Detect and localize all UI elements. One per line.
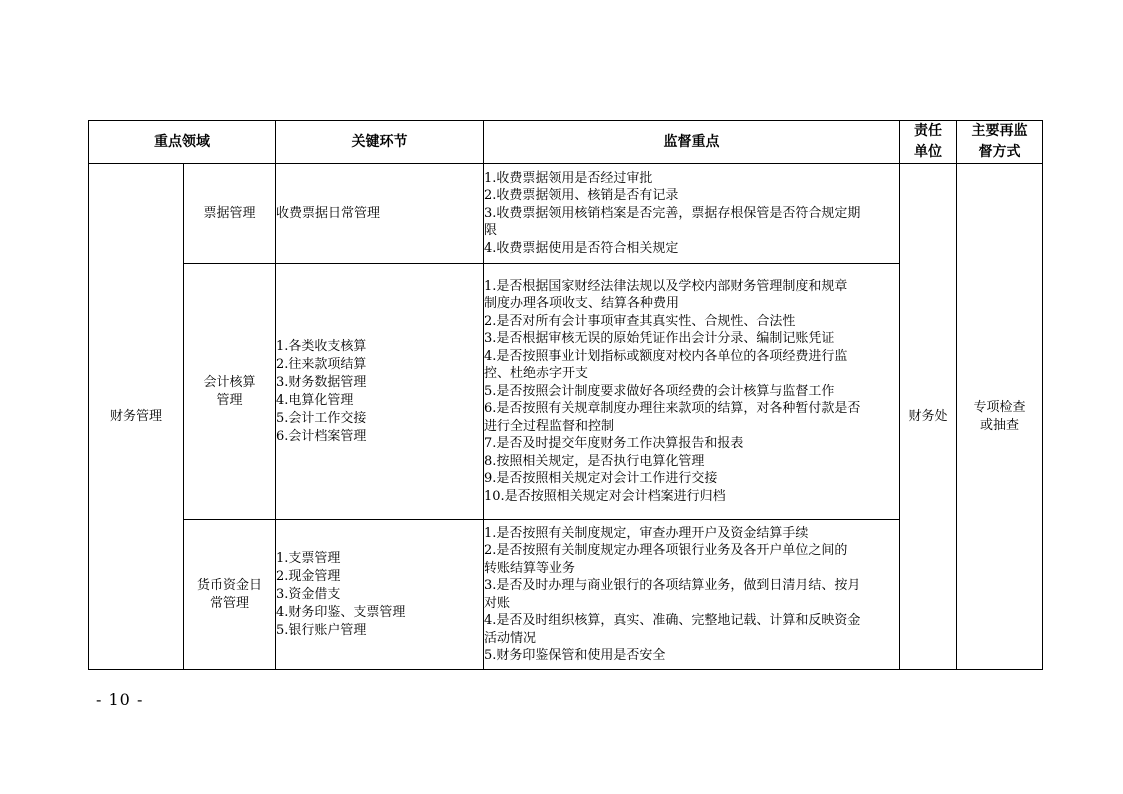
method-cell: 专项检查或抽查 [957, 164, 1043, 670]
key-link-cell [276, 264, 484, 520]
table-row [89, 520, 1043, 670]
page-number: - 10 - [96, 690, 144, 709]
focus-item: 3.收费票据领用核销档案是否完善，票据存根保管是否符合规定期 [484, 205, 861, 221]
key-link-item: 4.财务印鉴、支票管理 [276, 604, 406, 620]
focus-item: 9.是否按照相关规定对会计工作进行交接 [484, 471, 718, 487]
key-link-cell [276, 164, 484, 264]
key-link-item: 1.各类收支核算 [276, 338, 367, 354]
focus-item: 8.按照相关规定，是否执行电算化管理 [484, 453, 705, 469]
header-focus: 监督重点 [484, 121, 900, 164]
key-link-item: 3.财务数据管理 [276, 374, 367, 390]
header-row [89, 121, 1043, 164]
focus-item: 转账结算等业务 [484, 560, 576, 576]
header-area: 重点领域 [89, 121, 276, 164]
focus-item: 1.是否按照有关制度规定，审查办理开户及资金结算手续 [484, 525, 809, 541]
focus-item: 控、杜绝赤字开支 [484, 366, 589, 382]
area-cell: 财务管理 [89, 164, 184, 670]
focus-item: 2.收费票据领用、核销是否有记录 [484, 188, 679, 204]
key-link-item: 收费票据日常管理 [276, 205, 381, 221]
focus-cell [484, 520, 900, 670]
key-link-item: 1.支票管理 [276, 550, 341, 566]
focus-item: 4.收费票据使用是否符合相关规定 [484, 240, 679, 256]
header-unit: 责任单位 [900, 121, 957, 164]
sub-area-cell: 票据管理 [184, 164, 276, 264]
focus-item: 7.是否及时提交年度财务工作决算报告和报表 [484, 436, 744, 452]
focus-item: 5.财务印鉴保管和使用是否安全 [484, 648, 666, 663]
focus-cell [484, 164, 900, 264]
focus-item: 1.是否根据国家财经法律法规以及学校内部财务管理制度和规章 [484, 278, 848, 294]
focus-item: 4.是否按照事业计划指标或额度对校内各单位的各项经费进行监 [484, 348, 848, 364]
focus-item: 活动情况 [484, 630, 537, 646]
key-link-item: 4.电算化管理 [276, 392, 354, 408]
header-method: 主要再监督方式 [957, 121, 1043, 164]
focus-item: 限 [484, 223, 498, 239]
focus-item: 5.是否按照会计制度要求做好各项经费的会计核算与监督工作 [484, 383, 835, 399]
unit-cell: 财务处 [900, 164, 957, 670]
focus-item: 1.收费票据领用是否经过审批 [484, 170, 653, 186]
sub-area-cell: 会计核算管理 [184, 264, 276, 520]
table-row [89, 164, 1043, 264]
focus-item: 3.是否根据审核无误的原始凭证作出会计分录、编制记账凭证 [484, 331, 835, 347]
focus-item: 2.是否对所有会计事项审查其真实性、合规性、合法性 [484, 313, 796, 329]
key-link-item: 2.往来款项结算 [276, 356, 367, 372]
focus-item: 制度办理各项收支、结算各种费用 [484, 296, 680, 312]
table-row [89, 264, 1043, 520]
focus-item: 进行全过程监督和控制 [484, 418, 615, 434]
focus-item: 对账 [484, 595, 511, 611]
header-key-link: 关键环节 [276, 121, 484, 164]
key-link-item: 2.现金管理 [276, 568, 341, 584]
focus-item: 6.是否按照有关规章制度办理往来款项的结算，对各种暂付款是否 [484, 401, 861, 417]
focus-cell [484, 264, 900, 520]
focus-item: 2.是否按照有关制度规定办理各项银行业务及各开户单位之间的 [484, 543, 848, 558]
focus-item: 4.是否及时组织核算，真实、准确、完整地记载、计算和反映资金 [484, 613, 861, 628]
supervision-table [88, 120, 1043, 670]
key-link-item: 6.会计档案管理 [276, 428, 367, 444]
focus-item: 10.是否按照相关规定对会计档案进行归档 [484, 488, 726, 504]
key-link-item: 5.会计工作交接 [276, 410, 367, 426]
key-link-item: 5.银行账户管理 [276, 622, 367, 638]
key-link-cell [276, 520, 484, 670]
sub-area-cell: 货币资金日常管理 [184, 520, 276, 670]
key-link-item: 3.资金借支 [276, 586, 341, 602]
focus-item: 3.是否及时办理与商业银行的各项结算业务，做到日清月结、按月 [484, 578, 861, 593]
